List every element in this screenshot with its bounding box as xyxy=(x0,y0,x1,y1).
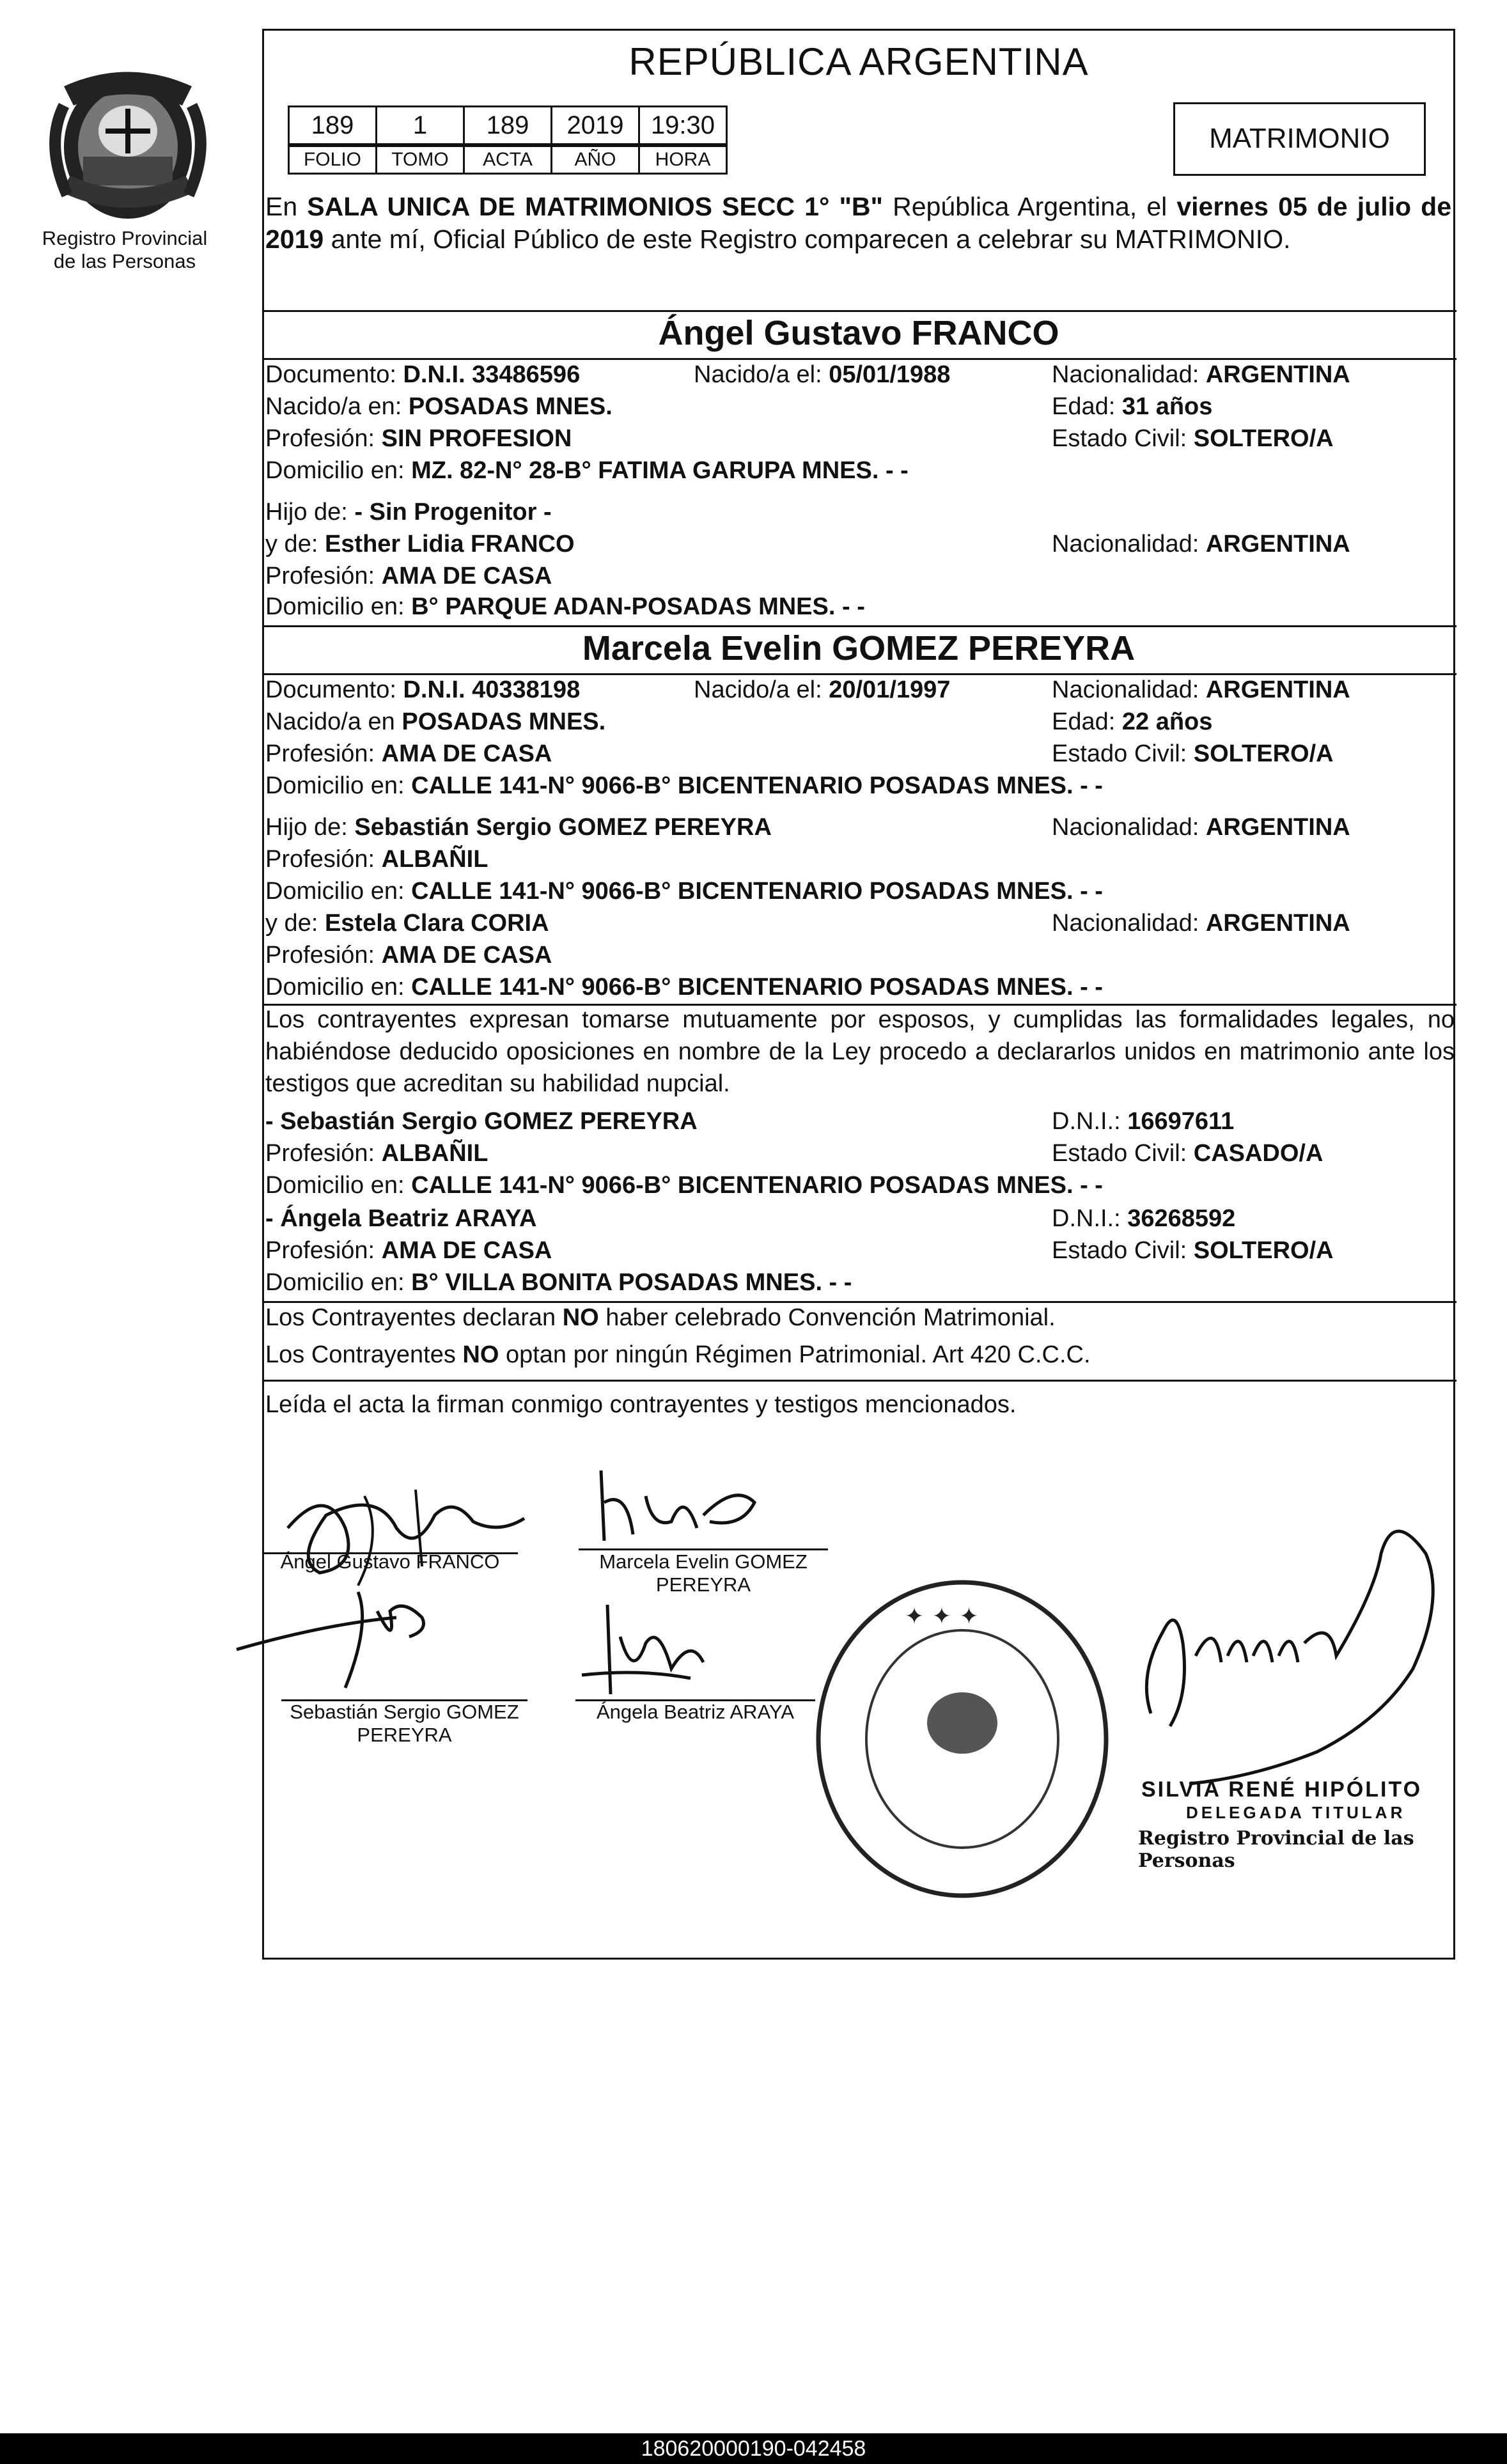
misiones-emblem-logo xyxy=(38,61,217,227)
acta-value: 189 xyxy=(463,105,552,145)
hora-label: HORA xyxy=(638,145,728,175)
divider xyxy=(262,310,1456,312)
svg-text:✦ ✦ ✦: ✦ ✦ ✦ xyxy=(905,1603,979,1630)
t2-estado-civil: Estado Civil: SOLTERO/A xyxy=(1052,1237,1334,1264)
c1-profesion: Profesión: SIN PROFESION xyxy=(265,425,572,452)
divider xyxy=(262,1301,1456,1303)
t1-name: - Sebastián Sergio GOMEZ PEREYRA xyxy=(265,1108,698,1135)
anio-label: AÑO xyxy=(550,145,640,175)
c2-madre: y de: Estela Clara CORIA xyxy=(265,910,549,937)
signature-testigo2 xyxy=(563,1598,780,1701)
c1-domicilio: Domicilio en: MZ. 82-N° 28-B° FATIMA GARUPA MNES. - - xyxy=(265,457,909,484)
signature-contrayente2 xyxy=(575,1464,780,1560)
c2-domicilio: Domicilio en: CALLE 141-N° 9066-B° BICENTENARIO POSADAS MNES. - - xyxy=(265,772,1103,799)
signature-testigo1 xyxy=(230,1573,486,1701)
registry-caption-line1: Registro Provincial xyxy=(42,227,208,249)
acta-label: ACTA xyxy=(463,145,552,175)
c2-profesion: Profesión: AMA DE CASA xyxy=(265,740,552,767)
t1-profesion: Profesión: ALBAÑIL xyxy=(265,1140,488,1167)
folio-label: FOLIO xyxy=(288,145,377,175)
c1-nacionalidad: Nacionalidad: ARGENTINA xyxy=(1052,361,1350,388)
c2-nacido-en: Nacido/a en POSADAS MNES. xyxy=(265,708,606,735)
leida-text: Leída el acta la firman conmigo contrayentes y testigos mencionados. xyxy=(265,1391,1017,1418)
official-name: SILVIA RENÉ HIPÓLITO xyxy=(1141,1777,1423,1802)
contrayente1-name: Ángel Gustavo FRANCO xyxy=(658,314,1059,352)
hora-value: 19:30 xyxy=(638,105,728,145)
regimen-text: Los Contrayentes NO optan por ningún Régimen Patrimonial. Art 420 C.C.C. xyxy=(265,1341,1091,1368)
c1-documento: Documento: D.N.I. 33486596 xyxy=(265,361,581,388)
tomo-label: TOMO xyxy=(375,145,465,175)
contrayente2-name: Marcela Evelin GOMEZ PEREYRA xyxy=(582,629,1136,667)
t2-profesion: Profesión: AMA DE CASA xyxy=(265,1237,552,1264)
divider xyxy=(262,358,1456,360)
divider xyxy=(262,1380,1456,1382)
c1-madre-profesion: Profesión: AMA DE CASA xyxy=(265,563,552,589)
registry-caption xyxy=(26,227,224,273)
c1-madre-nacionalidad: Nacionalidad: ARGENTINA xyxy=(1052,531,1350,558)
c2-nacionalidad: Nacionalidad: ARGENTINA xyxy=(1052,676,1350,703)
registry-caption-line2: de las Personas xyxy=(53,250,196,272)
intro-text-3: ante mí, Oficial Público de este Registro comparecen a celebrar su MATRIMONIO. xyxy=(324,224,1291,254)
intro-text-2: República Argentina, el xyxy=(882,192,1177,221)
c2-padre-nacionalidad: Nacionalidad: ARGENTINA xyxy=(1052,814,1350,841)
c1-padre: Hijo de: - Sin Progenitor - xyxy=(265,499,552,526)
t1-dni: D.N.I.: 16697611 xyxy=(1052,1108,1235,1135)
c2-padre-domicilio: Domicilio en: CALLE 141-N° 9066-B° BICENTENARIO POSADAS MNES. - - xyxy=(265,878,1103,905)
c2-estado-civil: Estado Civil: SOLTERO/A xyxy=(1052,740,1334,767)
t2-dni: D.N.I.: 36268592 xyxy=(1052,1205,1236,1232)
t2-name: - Ángela Beatriz ARAYA xyxy=(265,1205,537,1232)
intro-date: viernes 05 de julio de 2019 xyxy=(265,192,1451,254)
signature-caption-t2: Ángela Beatriz ARAYA xyxy=(596,1701,795,1723)
official-org: Registro Provincial de las Personas xyxy=(1138,1827,1414,1872)
c2-padre: Hijo de: Sebastián Sergio GOMEZ PEREYRA xyxy=(265,814,772,841)
republic-title: REPÚBLICA ARGENTINA xyxy=(629,40,1089,83)
c2-madre-domicilio: Domicilio en: CALLE 141-N° 9066-B° BICENTENARIO POSADAS MNES. - - xyxy=(265,974,1103,1001)
t1-domicilio: Domicilio en: CALLE 141-N° 9066-B° BICENTENARIO POSADAS MNES. - - xyxy=(265,1172,1103,1199)
anio-value: 2019 xyxy=(550,105,640,145)
c1-edad: Edad: 31 años xyxy=(1052,393,1213,420)
c1-madre: y de: Esther Lidia FRANCO xyxy=(265,531,575,558)
c2-nacido-el: Nacido/a el: 20/01/1997 xyxy=(694,676,951,703)
divider xyxy=(262,625,1456,627)
c2-padre-profesion: Profesión: ALBAÑIL xyxy=(265,846,488,873)
c1-nacido-el: Nacido/a el: 05/01/1988 xyxy=(694,361,951,388)
signature-caption-c2: Marcela Evelin GOMEZ PEREYRA xyxy=(599,1550,808,1596)
signature-official xyxy=(1125,1515,1458,1809)
c1-nacido-en: Nacido/a en: POSADAS MNES. xyxy=(265,393,613,420)
intro-sala: SALA UNICA DE MATRIMONIOS SECC 1° "B" xyxy=(307,192,883,221)
signature-caption-t1: Sebastián Sergio GOMEZ PEREYRA xyxy=(290,1701,519,1746)
divider xyxy=(262,673,1456,675)
c2-documento: Documento: D.N.I. 40338198 xyxy=(265,676,581,703)
c1-estado-civil: Estado Civil: SOLTERO/A xyxy=(1052,425,1334,452)
signature-caption-c1: Ángel Gustavo FRANCO xyxy=(280,1550,500,1573)
intro-text-1: En xyxy=(265,192,308,221)
c2-madre-profesion: Profesión: AMA DE CASA xyxy=(265,942,552,969)
official-seal-stamp xyxy=(809,1573,1116,1905)
official-role: DELEGADA TITULAR xyxy=(1186,1803,1406,1822)
footer-code: 180620000190-042458 xyxy=(641,2437,866,2461)
c2-edad: Edad: 22 años xyxy=(1052,708,1213,735)
folio-table xyxy=(288,105,735,179)
t1-estado-civil: Estado Civil: CASADO/A xyxy=(1052,1140,1324,1167)
c2-madre-nacionalidad: Nacionalidad: ARGENTINA xyxy=(1052,910,1350,937)
folio-value: 189 xyxy=(288,105,377,145)
union-clause: Los contrayentes expresan tomarse mutuamente por esposos, y cumplidas las formalidades legales, no habiéndose deducido oposiciones en nombre de la Ley procedo a declararlos unidos en matrimonio ante los testigos que acreditan su habilidad nupcial. xyxy=(265,1006,1455,1097)
t2-domicilio: Domicilio en: B° VILLA BONITA POSADAS MNES. - - xyxy=(265,1269,852,1296)
tomo-value: 1 xyxy=(375,105,465,145)
act-type-box: MATRIMONIO xyxy=(1173,102,1426,176)
intro-paragraph xyxy=(265,191,1451,256)
convencion-text: Los Contrayentes declaran NO haber celebrado Convención Matrimonial. xyxy=(265,1304,1056,1331)
c1-madre-domicilio: Domicilio en: B° PARQUE ADAN-POSADAS MNES. - - xyxy=(265,593,865,620)
